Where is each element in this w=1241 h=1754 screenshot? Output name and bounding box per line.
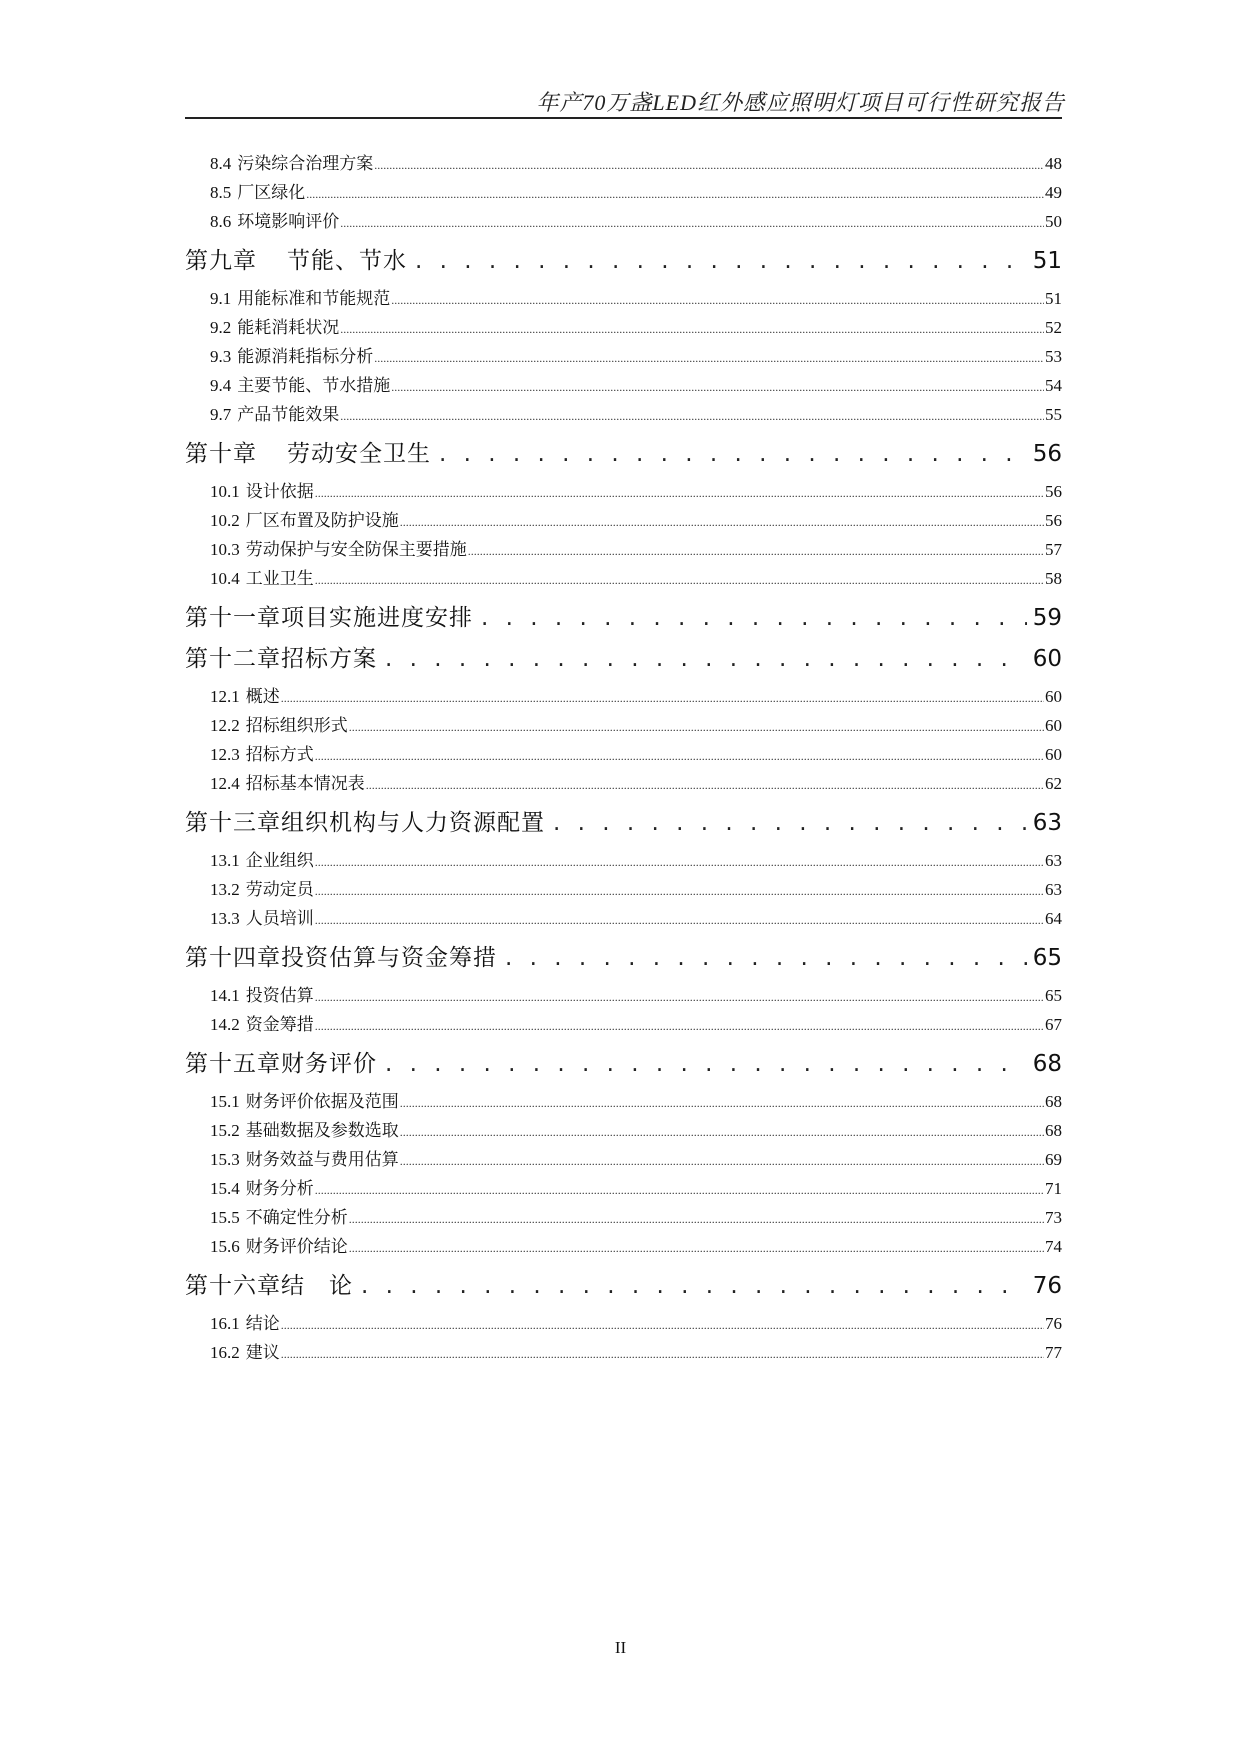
chapter-page-number: 56: [1032, 441, 1062, 467]
toc-section-entry[interactable]: [185, 1146, 1062, 1175]
section-number: 15.2: [210, 1121, 240, 1140]
dot-leader: [340, 316, 1044, 343]
section-number: 9.1: [210, 289, 232, 308]
section-title: 污染综合治理方案: [237, 154, 374, 173]
section-page-number: 49: [1045, 183, 1062, 202]
section-page-number: 60: [1045, 716, 1062, 735]
section-title: 招标方式: [245, 745, 314, 764]
chapter-page-number: 51: [1032, 248, 1062, 274]
toc-chapter-entry[interactable]: [185, 642, 1062, 676]
section-title: 设计依据: [245, 482, 314, 501]
section-page-number: 60: [1045, 745, 1062, 764]
toc-section-entry[interactable]: [185, 507, 1062, 536]
dot-leader: [439, 437, 1027, 471]
toc-section-entry[interactable]: [185, 1310, 1062, 1339]
chapter-title: 第十五章财务评价: [185, 1051, 377, 1077]
section-number: 13.2: [210, 880, 240, 899]
section-page-number: 51: [1045, 289, 1062, 308]
section-number: 14.2: [210, 1015, 240, 1034]
table-of-contents: [185, 150, 1062, 1368]
toc-section-entry[interactable]: [185, 401, 1062, 430]
section-number: 15.3: [210, 1150, 240, 1169]
header-divider: [185, 117, 1062, 119]
section-page-number: 64: [1045, 909, 1062, 928]
dot-leader: [505, 941, 1027, 975]
toc-section-entry[interactable]: [185, 770, 1062, 799]
section-title: 资金筹措: [245, 1015, 314, 1034]
chapter-title: 第十六章结 论: [185, 1273, 353, 1299]
section-page-number: 76: [1045, 1314, 1062, 1333]
chapter-page-number: 65: [1032, 945, 1062, 971]
section-number: 12.4: [210, 774, 240, 793]
section-title: 产品节能效果: [237, 405, 340, 424]
section-number: 15.4: [210, 1179, 240, 1198]
section-number: 16.2: [210, 1343, 240, 1362]
toc-section-entry[interactable]: [185, 150, 1062, 179]
section-title: 厂区布置及防护设施: [245, 511, 399, 530]
section-title: 不确定性分析: [245, 1208, 348, 1227]
dot-leader: [315, 878, 1044, 905]
dot-leader: [400, 1090, 1044, 1117]
toc-section-entry[interactable]: [185, 982, 1062, 1011]
dot-leader: [315, 743, 1044, 770]
section-title: 财务效益与费用估算: [245, 1150, 399, 1169]
dot-leader: [315, 907, 1044, 934]
section-page-number: 74: [1045, 1237, 1062, 1256]
section-number: 12.3: [210, 745, 240, 764]
dot-leader: [306, 181, 1044, 208]
dot-leader: [315, 567, 1044, 594]
dot-leader: [400, 1119, 1044, 1146]
section-title: 主要节能、节水措施: [237, 376, 391, 395]
toc-section-entry[interactable]: [185, 285, 1062, 314]
section-number: 12.2: [210, 716, 240, 735]
dot-leader: [349, 1206, 1044, 1233]
section-number: 9.2: [210, 318, 232, 337]
section-number: 15.6: [210, 1237, 240, 1256]
toc-section-entry[interactable]: [185, 179, 1062, 208]
section-page-number: 52: [1045, 318, 1062, 337]
toc-chapter-entry[interactable]: [185, 1269, 1062, 1303]
dot-leader: [366, 772, 1044, 799]
dot-leader: [315, 849, 1044, 876]
toc-section-entry[interactable]: [185, 1339, 1062, 1368]
section-page-number: 62: [1045, 774, 1062, 793]
section-page-number: 73: [1045, 1208, 1062, 1227]
section-number: 10.1: [210, 482, 240, 501]
section-page-number: 58: [1045, 569, 1062, 588]
section-page-number: 63: [1045, 851, 1062, 870]
section-title: 投资估算: [245, 986, 314, 1005]
chapter-subtitle: 劳动安全卫生: [287, 441, 431, 467]
page-number: II: [614, 1638, 627, 1657]
toc-section-entry[interactable]: [185, 683, 1062, 712]
toc-section-entry[interactable]: [185, 478, 1062, 507]
toc-section-entry[interactable]: [185, 1011, 1062, 1040]
section-title: 环境影响评价: [237, 212, 340, 231]
dot-leader: [391, 287, 1044, 314]
dot-leader: [315, 984, 1044, 1011]
toc-section-entry[interactable]: [185, 1204, 1062, 1233]
section-number: 15.1: [210, 1092, 240, 1111]
section-page-number: 50: [1045, 212, 1062, 231]
section-number: 9.3: [210, 347, 232, 366]
section-title: 结论: [245, 1314, 280, 1333]
dot-leader: [468, 538, 1044, 565]
toc-section-entry[interactable]: [185, 208, 1062, 237]
section-number: 9.7: [210, 405, 232, 424]
section-number: 9.4: [210, 376, 232, 395]
toc-section-entry[interactable]: [185, 343, 1062, 372]
dot-leader: [415, 244, 1027, 278]
dot-leader: [400, 509, 1044, 536]
section-number: 10.2: [210, 511, 240, 530]
section-title: 招标组织形式: [245, 716, 348, 735]
dot-leader: [340, 403, 1044, 430]
section-page-number: 57: [1045, 540, 1062, 559]
section-page-number: 68: [1045, 1121, 1062, 1140]
section-title: 基础数据及参数选取: [245, 1121, 399, 1140]
section-page-number: 69: [1045, 1150, 1062, 1169]
report-header-title: 年产70万盏LED红外感应照明灯项目可行性研究报告: [536, 90, 1065, 115]
section-title: 能耗消耗状况: [237, 318, 340, 337]
toc-chapter-entry[interactable]: [185, 806, 1062, 840]
toc-section-entry[interactable]: [185, 847, 1062, 876]
toc-section-entry[interactable]: [185, 536, 1062, 565]
section-title: 财务评价结论: [245, 1237, 348, 1256]
section-title: 劳动定员: [245, 880, 314, 899]
toc-section-entry[interactable]: [185, 741, 1062, 770]
toc-section-entry[interactable]: [185, 712, 1062, 741]
toc-section-entry[interactable]: [185, 1233, 1062, 1262]
section-title: 工业卫生: [245, 569, 314, 588]
chapter-subtitle: 节能、节水: [287, 248, 407, 274]
section-page-number: 54: [1045, 376, 1062, 395]
chapter-page-number: 59: [1032, 605, 1062, 631]
toc-section-entry[interactable]: [185, 372, 1062, 401]
section-title: 劳动保护与安全防保主要措施: [245, 540, 467, 559]
dot-leader: [374, 345, 1044, 372]
dot-leader: [315, 480, 1044, 507]
section-number: 8.4: [210, 154, 232, 173]
toc-section-entry[interactable]: [185, 876, 1062, 905]
section-title: 财务评价依据及范围: [245, 1092, 399, 1111]
toc-chapter-entry[interactable]: [185, 244, 1062, 278]
section-page-number: 67: [1045, 1015, 1062, 1034]
chapter-title: 第九章: [185, 248, 257, 274]
section-page-number: 68: [1045, 1092, 1062, 1111]
section-title: 能源消耗指标分析: [237, 347, 374, 366]
toc-chapter-entry[interactable]: [185, 437, 1062, 471]
section-title: 建议: [245, 1343, 280, 1362]
dot-leader: [553, 806, 1027, 840]
section-title: 概述: [245, 687, 280, 706]
chapter-title: 第十一章项目实施进度安排: [185, 605, 473, 631]
dot-leader: [281, 685, 1044, 712]
chapter-title: 第十三章组织机构与人力资源配置: [185, 810, 545, 836]
dot-leader: [481, 601, 1027, 635]
dot-leader: [391, 374, 1044, 401]
dot-leader: [349, 1235, 1044, 1262]
chapter-title: 第十二章招标方案: [185, 646, 377, 672]
section-page-number: 65: [1045, 986, 1062, 1005]
dot-leader: [361, 1269, 1027, 1303]
section-page-number: 48: [1045, 154, 1062, 173]
section-number: 8.5: [210, 183, 232, 202]
section-number: 15.5: [210, 1208, 240, 1227]
section-page-number: 56: [1045, 511, 1062, 530]
section-number: 13.3: [210, 909, 240, 928]
dot-leader: [374, 152, 1044, 179]
section-title: 用能标准和节能规范: [237, 289, 391, 308]
toc-chapter-entry[interactable]: [185, 1047, 1062, 1081]
dot-leader: [281, 1341, 1044, 1368]
section-number: 10.3: [210, 540, 240, 559]
dot-leader: [400, 1148, 1044, 1175]
toc-chapter-entry[interactable]: [185, 601, 1062, 635]
section-page-number: 55: [1045, 405, 1062, 424]
toc-section-entry[interactable]: [185, 1088, 1062, 1117]
section-title: 企业组织: [245, 851, 314, 870]
section-number: 13.1: [210, 851, 240, 870]
section-page-number: 53: [1045, 347, 1062, 366]
dot-leader: [385, 1047, 1027, 1081]
section-page-number: 77: [1045, 1343, 1062, 1362]
toc-section-entry[interactable]: [185, 314, 1062, 343]
dot-leader: [349, 714, 1044, 741]
dot-leader: [340, 210, 1044, 237]
dot-leader: [315, 1013, 1044, 1040]
section-page-number: 56: [1045, 482, 1062, 501]
toc-section-entry[interactable]: [185, 905, 1062, 934]
section-page-number: 63: [1045, 880, 1062, 899]
toc-section-entry[interactable]: [185, 1117, 1062, 1146]
section-page-number: 71: [1045, 1179, 1062, 1198]
section-number: 12.1: [210, 687, 240, 706]
toc-chapter-entry[interactable]: [185, 941, 1062, 975]
chapter-title: 第十章: [185, 441, 257, 467]
chapter-page-number: 60: [1032, 646, 1062, 672]
dot-leader: [385, 642, 1027, 676]
section-number: 16.1: [210, 1314, 240, 1333]
section-title: 招标基本情况表: [245, 774, 365, 793]
section-number: 10.4: [210, 569, 240, 588]
section-title: 财务分析: [245, 1179, 314, 1198]
dot-leader: [281, 1312, 1044, 1339]
section-number: 14.1: [210, 986, 240, 1005]
dot-leader: [315, 1177, 1044, 1204]
chapter-page-number: 76: [1032, 1273, 1062, 1299]
section-title: 人员培训: [245, 909, 314, 928]
section-title: 厂区绿化: [237, 183, 306, 202]
chapter-page-number: 63: [1032, 810, 1062, 836]
section-number: 8.6: [210, 212, 232, 231]
chapter-page-number: 68: [1032, 1051, 1062, 1077]
toc-section-entry[interactable]: [185, 1175, 1062, 1204]
chapter-title: 第十四章投资估算与资金筹措: [185, 945, 497, 971]
toc-section-entry[interactable]: [185, 565, 1062, 594]
section-page-number: 60: [1045, 687, 1062, 706]
